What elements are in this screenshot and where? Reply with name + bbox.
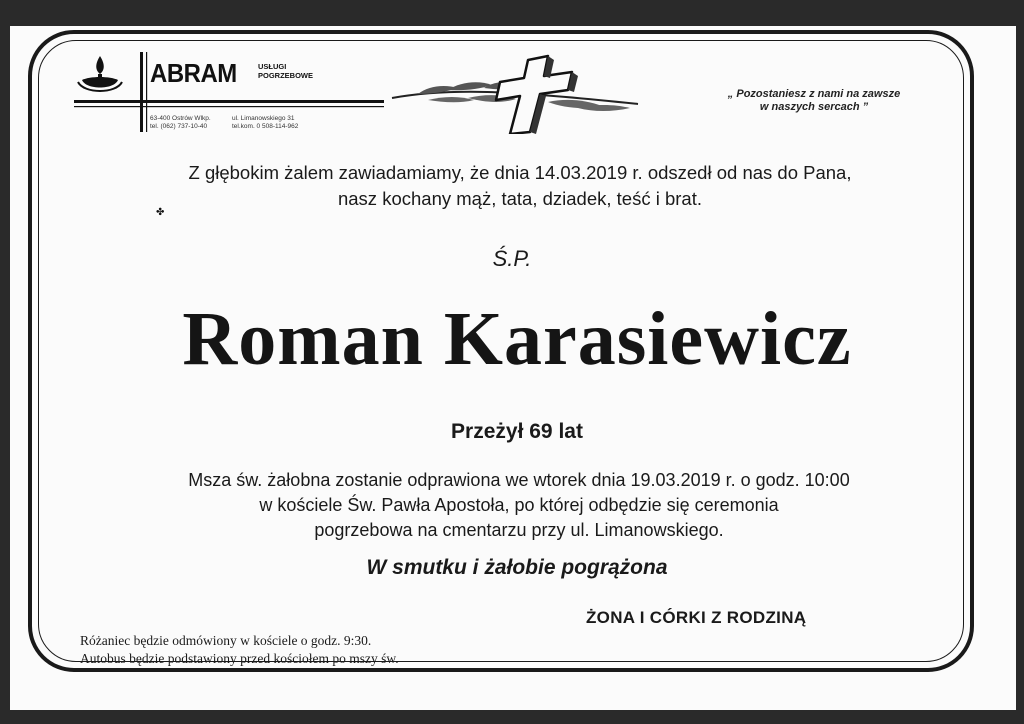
sp-prefix: Ś.P. xyxy=(492,246,532,271)
candle-icon xyxy=(78,56,122,91)
brand-name: ABRAM xyxy=(150,58,237,88)
deceased-age: Przeżył 69 lat xyxy=(451,420,583,443)
address-1-line-2: tel. (062) 737-10-40 xyxy=(150,123,208,130)
announcement-line-2: nasz kochany mąż, tata, dziadek, teść i brat. xyxy=(337,188,702,209)
deceased-name: Roman Karasiewicz xyxy=(182,297,852,381)
mass-line-2: w kościele Św. Pawła Apostoła, po której odbędzie się ceremonia xyxy=(259,495,779,515)
brand-sub-line-2: POGRZEBOWE xyxy=(258,71,314,80)
address-block-1 xyxy=(150,115,211,131)
announcement-line-1: Z głębokim żalem zawiadamiamy, że dnia 14.03.2019 r. odszedł od nas do Pana, xyxy=(188,162,852,183)
address-1-line-1: 63-400 Ostrów Wlkp. xyxy=(150,115,211,122)
address-block-2 xyxy=(232,115,298,131)
grief-statement: W smutku i żałobie pogrążona xyxy=(366,556,668,579)
address-2-line-1: ul. Limanowskiego 31 xyxy=(232,115,295,122)
notes-line-2: Autobus będzie podstawiony przed kościołem po mszy św. xyxy=(80,651,399,666)
death-announcement xyxy=(80,160,960,212)
scan-speck: ✤ xyxy=(156,207,165,218)
mass-line-1: Msza św. żałobna zostanie odprawiona we wtorek dnia 19.03.2019 r. o godz. 10:00 xyxy=(188,470,850,490)
logo-horizontal-rule xyxy=(74,100,384,103)
cross-icon xyxy=(496,56,578,134)
logo-vertical-rule xyxy=(140,52,143,132)
notes-line-1: Różaniec będzie odmówiony w kościele o godz. 9:30. xyxy=(80,633,372,648)
mass-line-3: pogrzebowa na cmentarzu przy ul. Limanowskiego. xyxy=(314,520,724,540)
memorial-quote xyxy=(690,88,938,114)
quote-line-1: „ Pozostaniesz z nami na zawsze xyxy=(727,88,901,100)
additional-notes xyxy=(80,632,399,668)
address-2-line-2: tel.kom. 0 508-114-962 xyxy=(232,123,299,130)
mass-details xyxy=(80,468,958,543)
brand-sub-line-1: USŁUGI xyxy=(258,62,287,71)
quote-line-2: w naszych sercach ” xyxy=(759,101,869,113)
family-signature: ŻONA I CÓRKI Z RODZINĄ xyxy=(586,608,807,627)
brand-subtitle xyxy=(258,62,313,80)
cross-emblem xyxy=(388,52,644,134)
